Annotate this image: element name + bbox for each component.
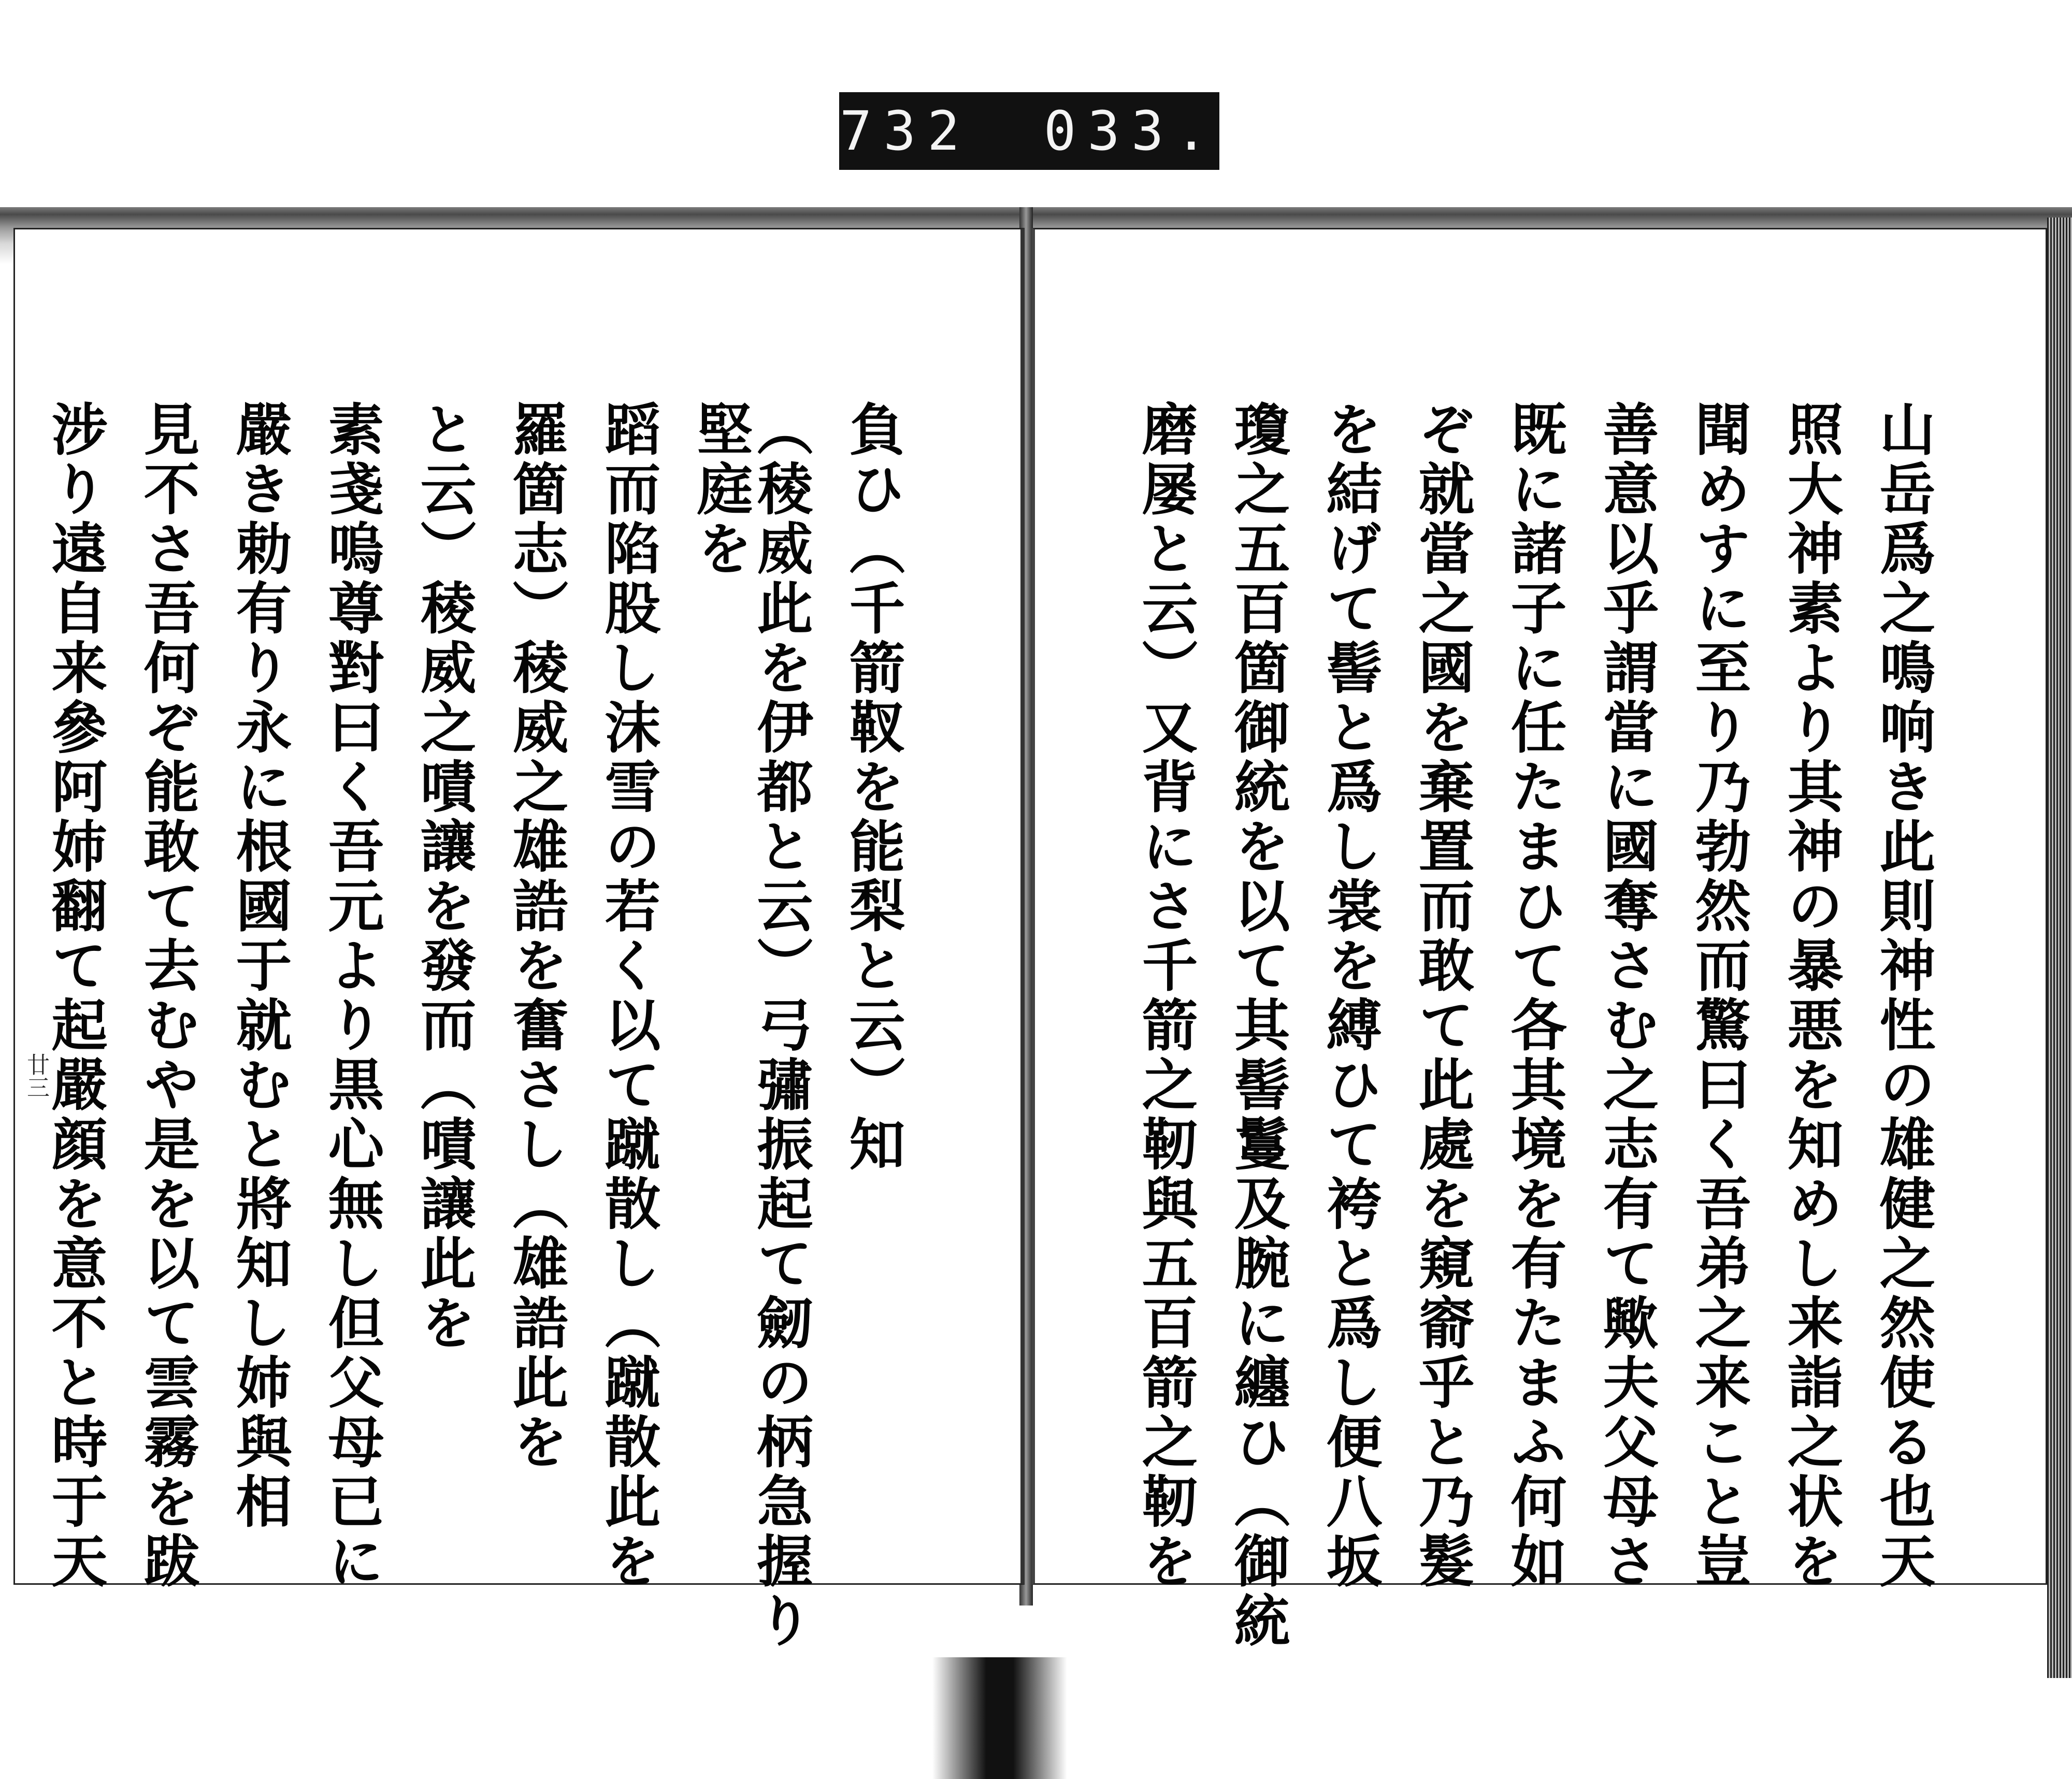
text-column: 蹈而陷股し沫雪の若く以て蹴散し（蹴散此を: [595, 400, 660, 1592]
text-column: 山岳爲之鳴响き此則神性の雄健之然使る也天: [1870, 400, 1935, 1592]
page-number: 廿三: [23, 1053, 49, 1098]
text-column: 照大神素より其神の暴悪を知めし来詣之状を: [1778, 400, 1843, 1592]
right-page: [1032, 228, 2047, 1651]
text-column: 聞めすに至り乃勃然而驚曰く吾弟之来こと豈: [1686, 400, 1751, 1592]
text-column: 既に諸子に任たまひて各其境を有たまふ何如: [1501, 400, 1566, 1592]
left-page: [13, 228, 1025, 1651]
text-column: と云）稜威之嘖讓を發而（嘖讓此を: [411, 400, 476, 1353]
text-column: 善意以乎謂當に國奪さむ之志有て歟夫父母さ: [1593, 400, 1659, 1592]
text-column: を結げて髻と爲し裳を縛ひて袴と爲し便八坂: [1317, 400, 1382, 1592]
text-column: 嚴き勅有り永に根國于就むと將知し姉與相: [226, 400, 292, 1532]
text-column: ぞ就當之國を棄置而敢て此處を窺窬乎と乃髮: [1409, 400, 1474, 1592]
text-column: 素戔嗚尊對曰く吾元より黒心無し但父母已に: [319, 400, 384, 1592]
text-column: 負ひ（千箭靫を能梨と云）知: [840, 400, 905, 1175]
left-page-text: [42, 400, 905, 1659]
film-frame-label: [839, 92, 1219, 170]
text-column: 磨屡と云）又背にさ千箭之靭與五百箭之靭を: [1132, 400, 1198, 1592]
text-column: （稜威此を伊都と云）弓彇振起て劒の柄急握り堅庭を: [687, 400, 813, 1651]
film-number-right: 033.: [1043, 99, 1219, 163]
text-column: 涉り遠自来參阿姉翻て起嚴顔を意不と時于天: [42, 400, 107, 1592]
gutter-shadow: [932, 1657, 1067, 1779]
right-page-text: [1083, 400, 1933, 1659]
text-column: 羅箇志）稜威之雄誥を奮さし（雄誥此を: [503, 400, 568, 1472]
text-column: 瓊之五百箇御統を以て其髻鬘及腕に纏ひ（御統: [1225, 400, 1290, 1651]
film-number-left: 732: [839, 99, 971, 163]
page-edges: [2047, 218, 2072, 1678]
text-column: 見不さ吾何ぞ能敢て去むや是を以て雲霧を跋: [134, 400, 199, 1592]
